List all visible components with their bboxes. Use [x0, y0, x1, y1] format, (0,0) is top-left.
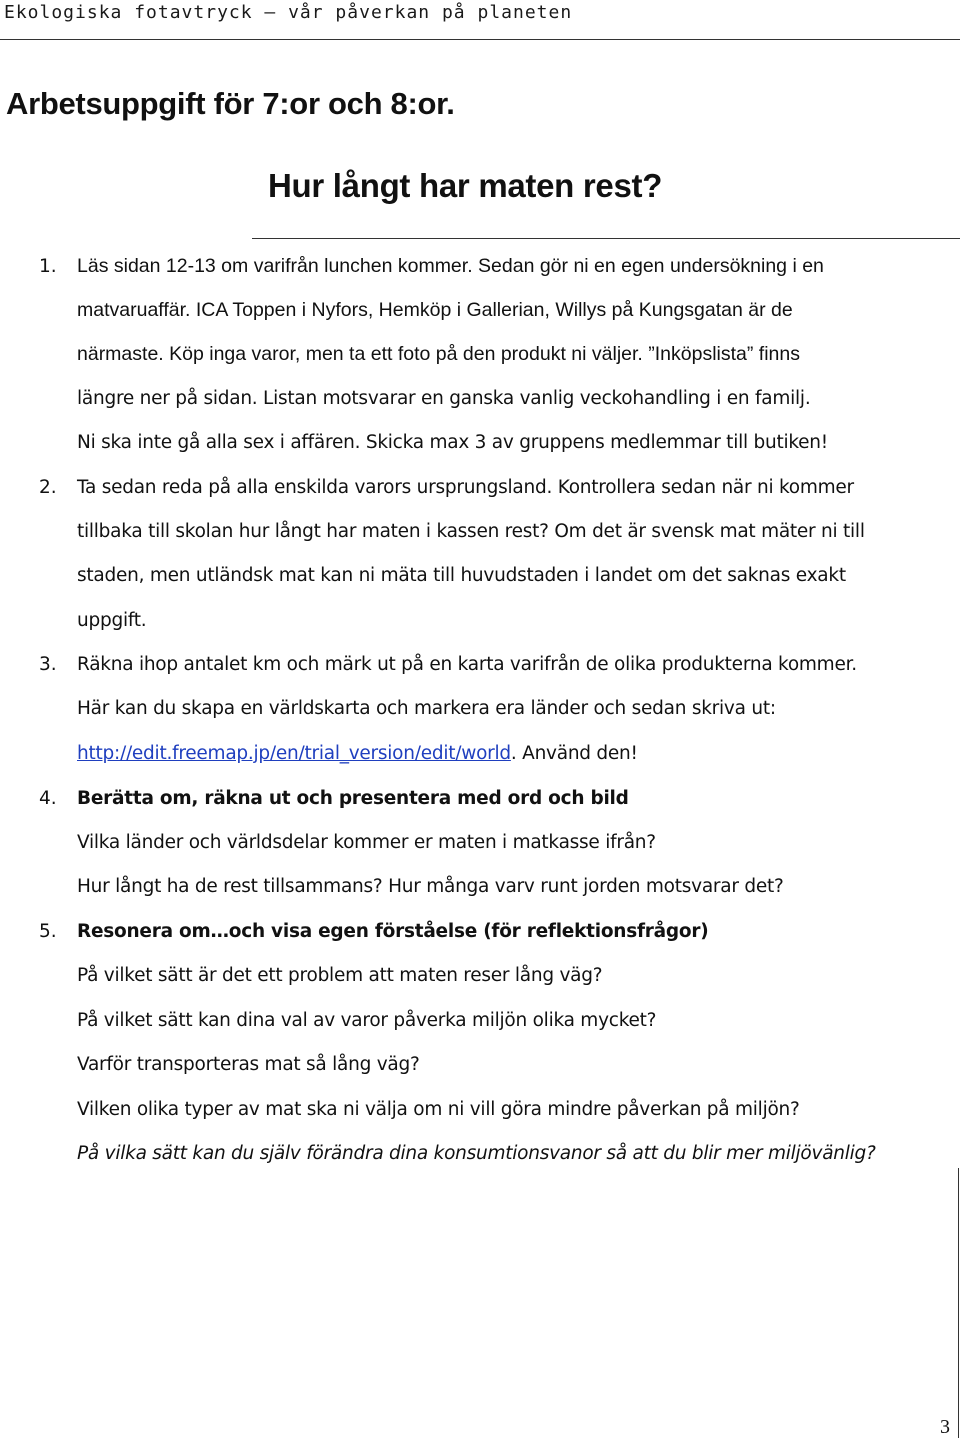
item-3-link-line	[77, 745, 638, 764]
item-5-line: Vilken olika typer av mat ska ni välja om ni vill göra mindre påverkan på miljön?	[77, 1099, 800, 1120]
running-header: Ekologiska fotavtryck – vår påverkan på planeten	[4, 2, 573, 23]
item-2-number: 2.	[39, 477, 57, 498]
page-border-line	[958, 1168, 959, 1438]
item-4-heading: Berätta om, räkna ut och presentera med ord och bild	[77, 788, 629, 809]
item-1-line: Ni ska inte gå alla sex i affären. Skicka max 3 av gruppens medlemmar till butiken!	[77, 432, 828, 453]
page-number: 3	[940, 1416, 950, 1438]
item-4-line: Vilka länder och världsdelar kommer er maten i matkasse ifrån?	[77, 832, 656, 853]
item-1-line: Läs sidan 12-13 om varifrån lunchen kommer. Sedan gör ni en egen undersökning i en	[77, 255, 824, 277]
item-5-number: 5.	[39, 921, 57, 942]
freemap-link[interactable]: http://edit.freemap.jp/en/trial_version/edit/world	[77, 743, 511, 764]
item-1-line: längre ner på sidan. Listan motsvarar en ganska vanlig veckohandling i en familj.	[77, 388, 811, 409]
header-divider	[0, 39, 960, 40]
link-suffix: . Använd den!	[510, 743, 638, 764]
page-title: Hur långt har maten rest?	[268, 167, 663, 204]
item-5-line: Varför transporteras mat så lång väg?	[77, 1054, 420, 1075]
item-3-line: Räkna ihop antalet km och märk ut på en karta varifrån de olika produkterna kommer.	[77, 654, 857, 675]
item-1-line: matvaruaffär. ICA Toppen i Nyfors, Hemköp i Gallerian, Willys på Kungsgatan är de	[77, 299, 793, 321]
item-1-number: 1.	[39, 256, 57, 277]
item-3-line: Här kan du skapa en världskarta och markera era länder och sedan skriva ut:	[77, 698, 776, 719]
item-1-line: närmaste. Köp inga varor, men ta ett foto på den produkt ni väljer. ”Inköpslista” finns	[77, 343, 800, 365]
item-5-italic-line: På vilka sätt kan du själv förändra dina konsumtionsvanor så att du blir mer miljövänlig?	[77, 1143, 876, 1164]
item-2-line: Ta sedan reda på alla enskilda varors ursprungsland. Kontrollera sedan när ni kommer	[77, 477, 854, 498]
item-3-number: 3.	[39, 654, 57, 675]
item-5-line: På vilket sätt är det ett problem att maten reser lång väg?	[77, 965, 603, 986]
item-4-number: 4.	[39, 788, 57, 809]
item-5-line: På vilket sätt kan dina val av varor påverka miljön olika mycket?	[77, 1010, 657, 1031]
item-2-line: staden, men utländsk mat kan ni mäta till huvudstaden i landet om det saknas exakt	[77, 565, 846, 586]
item-2-line: uppgift.	[77, 610, 147, 631]
item-4-line: Hur långt ha de rest tillsammans? Hur många varv runt jorden motsvarar det?	[77, 876, 784, 897]
title-divider	[252, 238, 960, 239]
assignment-heading: Arbetsuppgift för 7:or och 8:or.	[6, 86, 455, 121]
item-5-heading: Resonera om…och visa egen förståelse (för reflektionsfrågor)	[77, 921, 709, 942]
item-2-line: tillbaka till skolan hur långt har maten i kassen rest? Om det är svensk mat mäter ni till	[77, 521, 865, 542]
